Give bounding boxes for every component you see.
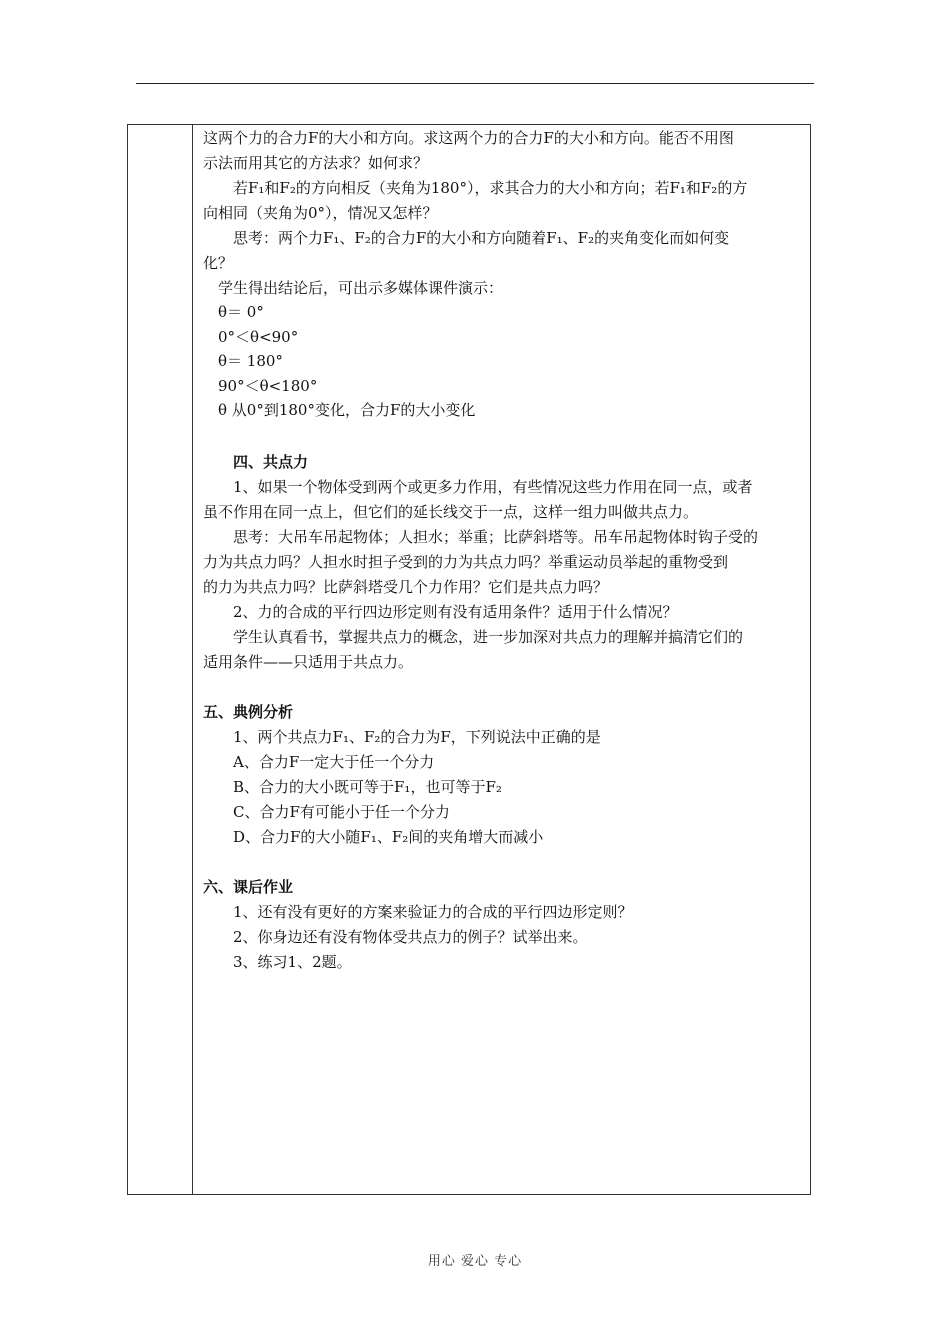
page-footer: 用心 爱心 专心 — [427, 1254, 523, 1269]
option-b: B、合力的大小既可等于F₁，也可等于F₂ — [203, 778, 502, 796]
theta-case: θ＝ 180° — [203, 352, 283, 370]
theta-case: θ 从0°到180°变化，合力F的大小变化 — [203, 401, 476, 419]
homework-item: 1、还有没有更好的方案来验证力的合成的平行四边形定则？ — [203, 903, 633, 921]
theta-case: 0°＜θ<90° — [203, 328, 299, 346]
theta-case: 90°＜θ<180° — [203, 377, 318, 395]
paragraph-line: 1、如果一个物体受到两个或更多力作用，有些情况这些力作用在同一点，或者 — [203, 478, 753, 496]
table-column-divider — [192, 124, 193, 1195]
header-rule — [136, 83, 814, 84]
paragraph-line: 思考：大吊车吊起物体；人担水；举重；比萨斜塔等。吊车吊起物体时钩子受的 — [203, 528, 759, 546]
paragraph-line: 示法而用其它的方法求？如何求？ — [203, 154, 429, 172]
paragraph-line: 若F₁和F₂的方向相反（夹角为180°），求其合力的大小和方向；若F₁和F₂的方 — [203, 179, 748, 197]
section-heading-6: 六、课后作业 — [203, 878, 294, 896]
option-c: C、合力F有可能小于任一个分力 — [203, 803, 450, 821]
option-a: A、合力F一定大于任一个分力 — [203, 753, 435, 771]
paragraph-line: 这两个力的合力F的大小和方向。求这两个力的合力F的大小和方向。能否不用图 — [203, 129, 734, 147]
paragraph-line: 2、力的合成的平行四边形定则有没有适用条件？适用于什么情况？ — [203, 603, 678, 621]
homework-item: 2、你身边还有没有物体受共点力的例子？试举出来。 — [203, 928, 588, 946]
paragraph-line: 适用条件——只适用于共点力。 — [203, 653, 414, 671]
paragraph-line: 化？ — [203, 254, 234, 272]
section-heading-4: 四、共点力 — [203, 453, 309, 471]
paragraph-line: 力为共点力吗？人担水时担子受到的力为共点力吗？举重运动员举起的重物受到 — [203, 553, 729, 571]
paragraph-line: 1、两个共点力F₁、F₂的合力为F，下列说法中正确的是 — [203, 728, 601, 746]
paragraph-line: 虽不作用在同一点上，但它们的延长线交于一点，这样一组力叫做共点力。 — [203, 503, 699, 521]
paragraph-line: 思考：两个力F₁、F₂的合力F的大小和方向随着F₁、F₂的夹角变化而如何变 — [203, 229, 730, 247]
paragraph-line: 的力为共点力吗？比萨斜塔受几个力作用？它们是共点力吗？ — [203, 578, 609, 596]
paragraph-line: 学生认真看书，掌握共点力的概念，进一步加深对共点力的理解并搞清它们的 — [203, 628, 744, 646]
section-heading-5: 五、典例分析 — [203, 703, 294, 721]
paragraph-line: 向相同（夹角为0°），情况又怎样？ — [203, 204, 438, 222]
paragraph-line: 学生得出结论后，可出示多媒体课件演示： — [203, 279, 504, 297]
option-d: D、合力F的大小随F₁、F₂间的夹角增大而减小 — [203, 828, 544, 846]
theta-case: θ＝ 0° — [203, 303, 264, 321]
homework-item: 3、练习1、2题。 — [203, 953, 352, 971]
